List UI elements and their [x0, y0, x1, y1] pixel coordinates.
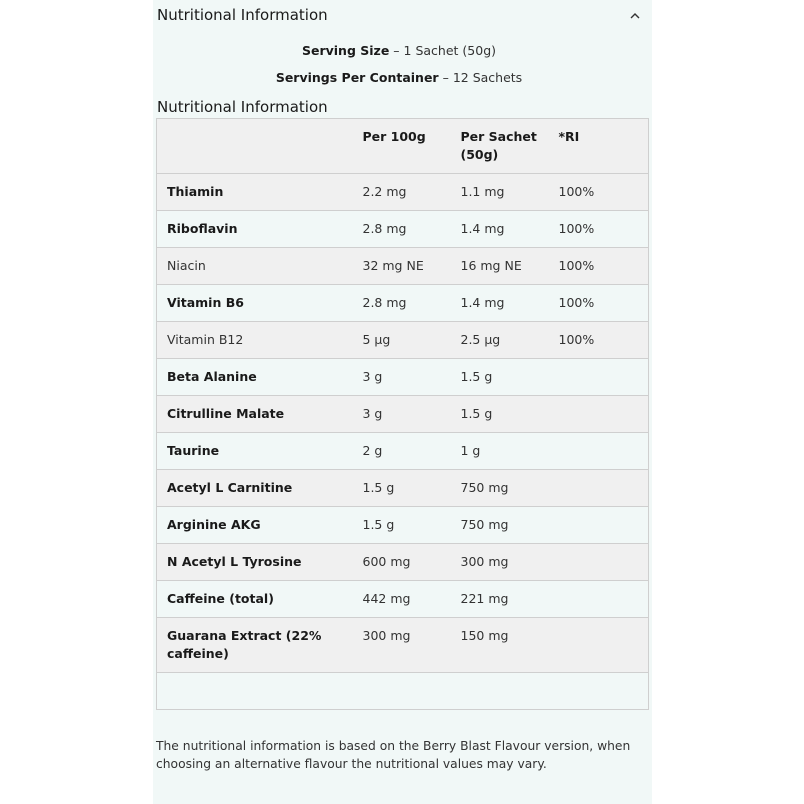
header-cell-per-100g: Per 100g [353, 119, 451, 174]
ri-cell [549, 359, 649, 396]
chevron-up-icon[interactable] [629, 9, 641, 21]
per-100g-cell: 1.5 g [353, 470, 451, 507]
table-row [157, 507, 649, 544]
per-sachet-cell: 1.5 g [451, 396, 549, 433]
per-sachet-cell: 221 mg [451, 581, 549, 618]
servings-per-container-label: Servings Per Container [275, 70, 439, 85]
nutrient-name-cell: Acetyl L Carnitine [157, 470, 353, 507]
per-sachet-cell: 150 mg [451, 618, 549, 673]
per-100g-cell: 3 g [353, 396, 451, 433]
serving-size-label: Serving Size [301, 43, 390, 58]
ri-cell [549, 396, 649, 433]
empty-cell [549, 673, 649, 710]
nutrient-name-cell: Citrulline Malate [157, 396, 353, 433]
ri-cell [549, 433, 649, 470]
table-row [157, 248, 649, 285]
nutrient-name-cell: Vitamin B6 [157, 285, 353, 322]
empty-cell [157, 673, 353, 710]
nutrient-name-cell: N Acetyl L Tyrosine [157, 544, 353, 581]
nutrition-accordion-toggle[interactable] [157, 4, 641, 26]
ri-cell [549, 618, 649, 673]
ri-cell: 100% [549, 174, 649, 211]
per-sachet-cell: 16 mg NE [451, 248, 549, 285]
table-row [157, 396, 649, 433]
per-100g-cell: 2.8 mg [353, 285, 451, 322]
servings-per-container-value: 12 Sachets [452, 70, 523, 85]
per-100g-cell: 2 g [353, 433, 451, 470]
accordion-title: Nutritional Information [157, 6, 328, 24]
serving-size-line [157, 43, 641, 58]
per-sachet-cell: 1.4 mg [451, 211, 549, 248]
nutrition-table [156, 118, 649, 710]
header-cell-ri: *RI [549, 119, 649, 174]
table-row [157, 433, 649, 470]
header-cell-per-sachet: Per Sachet (50g) [451, 119, 549, 174]
servings-per-container-sep: – [442, 70, 453, 85]
per-sachet-cell: 2.5 µg [451, 322, 549, 359]
serving-size-sep: – [393, 43, 404, 58]
table-row [157, 322, 649, 359]
per-sachet-cell: 1.5 g [451, 359, 549, 396]
ri-cell [549, 507, 649, 544]
per-sachet-cell: 750 mg [451, 507, 549, 544]
table-row [157, 211, 649, 248]
table-empty-row [157, 673, 649, 710]
ri-cell [549, 470, 649, 507]
table-header-row [157, 119, 649, 174]
per-100g-cell: 600 mg [353, 544, 451, 581]
empty-cell [451, 673, 549, 710]
footnote-text: The nutritional information is based on the Berry Blast Flavour version, when choosing an alternative flavour the nutritional values may vary. [156, 739, 631, 771]
nutrient-name-cell: Taurine [157, 433, 353, 470]
ri-cell [549, 544, 649, 581]
per-sachet-cell: 1.4 mg [451, 285, 549, 322]
nutrient-name-cell: Niacin [157, 248, 353, 285]
nutrient-name-cell: Beta Alanine [157, 359, 353, 396]
per-100g-cell: 5 µg [353, 322, 451, 359]
servings-per-container-line [157, 70, 641, 85]
per-100g-cell: 32 mg NE [353, 248, 451, 285]
table-row [157, 359, 649, 396]
nutrient-name-cell: Riboflavin [157, 211, 353, 248]
per-100g-cell: 300 mg [353, 618, 451, 673]
per-sachet-cell: 300 mg [451, 544, 549, 581]
ri-cell: 100% [549, 322, 649, 359]
per-100g-cell: 2.8 mg [353, 211, 451, 248]
table-title: Nutritional Information [157, 98, 328, 116]
table-row [157, 470, 649, 507]
per-100g-cell: 1.5 g [353, 507, 451, 544]
nutrient-name-cell: Caffeine (total) [157, 581, 353, 618]
ri-cell: 100% [549, 248, 649, 285]
nutrient-name-cell: Arginine AKG [157, 507, 353, 544]
table-row [157, 544, 649, 581]
per-sachet-cell: 750 mg [451, 470, 549, 507]
ri-cell [549, 581, 649, 618]
header-cell-nutrient [157, 119, 353, 174]
ri-cell: 100% [549, 211, 649, 248]
table-row [157, 618, 649, 673]
nutrient-name-cell: Vitamin B12 [157, 322, 353, 359]
nutrient-name-cell: Guarana Extract (22% caffeine) [157, 618, 353, 673]
empty-cell [353, 673, 451, 710]
nutrient-name-cell: Thiamin [157, 174, 353, 211]
serving-size-value: 1 Sachet (50g) [403, 43, 497, 58]
per-sachet-cell: 1 g [451, 433, 549, 470]
ri-cell: 100% [549, 285, 649, 322]
per-100g-cell: 442 mg [353, 581, 451, 618]
table-row [157, 581, 649, 618]
table-row [157, 174, 649, 211]
per-100g-cell: 2.2 mg [353, 174, 451, 211]
per-sachet-cell: 1.1 mg [451, 174, 549, 211]
table-row [157, 285, 649, 322]
per-100g-cell: 3 g [353, 359, 451, 396]
